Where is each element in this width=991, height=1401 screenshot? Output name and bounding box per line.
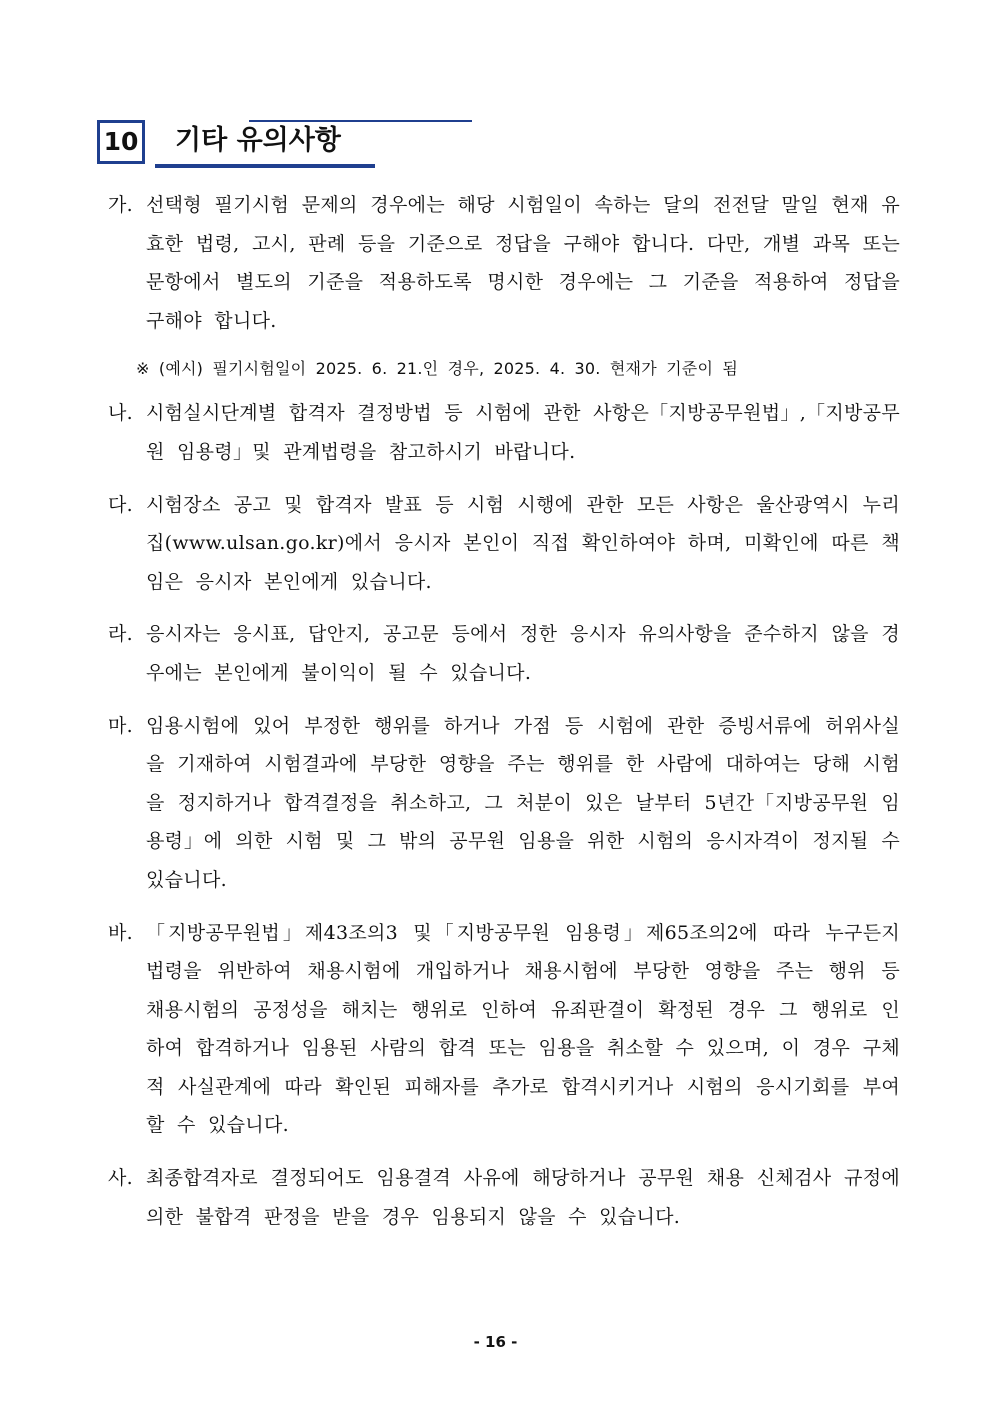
notice-item-ra <box>108 615 900 692</box>
page-number: - 16 - <box>473 1333 518 1351</box>
item-label: 라. <box>108 623 133 646</box>
section-title: 기타 유의사항 <box>175 125 341 156</box>
notice-item-ba <box>108 914 900 1146</box>
section-header <box>97 120 375 170</box>
item-text: 최종합격자로 결정되어도 임용결격 사유에 해당하거나 공무원 채용 신체검사 규정에 의한 불합격 판정을 받을 경우 임용되지 않을 수 있습니다. <box>146 1167 900 1228</box>
notice-item-sa <box>108 1159 900 1236</box>
item-text: 시험장소 공고 및 합격자 발표 등 시험 시행에 관한 모든 사항은 울산광역시 누리집(www.ulsan.go.kr)에서 응시자 본인이 직접 확인하여야 하며, 미확인에 따른 책임은 응시자 본인에게 있습니다. <box>146 493 900 593</box>
notice-item-ga <box>108 186 900 340</box>
notice-item-da <box>108 486 900 602</box>
item-label: 마. <box>108 714 133 737</box>
item-text: 시험실시단계별 합격자 결정방법 등 시험에 관한 사항은「지방공무원법」,「지방공무원 임용령」및 관계법령을 참고하시기 바랍니다. <box>146 402 900 463</box>
section-number-box: 10 <box>97 120 145 164</box>
section-title-underline <box>155 164 375 168</box>
example-note: ※ (예시) 필기시험일이 2025. 6. 21.인 경우, 2025. 4. 30. 현재가 기준이 됨 <box>136 359 739 379</box>
item-label: 다. <box>108 493 133 516</box>
item-text: 임용시험에 있어 부정한 행위를 하거나 가점 등 시험에 관한 증빙서류에 허위사실을 기재하여 시험결과에 부당한 영향을 주는 행위를 한 사람에 대하여는 당해 시험을 정지하거나 합격결정을 취소하고, 그 처분이 있은 날부터 5년간「지방공무원 임용령」에 의한 시험 및 그 밖의 공무원 임용을 위한 시험의 응시자격이 정지될 수 있습니다. <box>146 714 900 891</box>
item-text: 응시자는 응시표, 답안지, 공고문 등에서 정한 응시자 유의사항을 준수하지 않을 경우에는 본인에게 불이익이 될 수 있습니다. <box>146 623 900 684</box>
item-label: 사. <box>108 1167 133 1190</box>
notice-item-na <box>108 394 900 471</box>
item-label: 나. <box>108 402 133 425</box>
notice-list <box>108 186 900 1250</box>
item-text: 「지방공무원법」제43조의3 및「지방공무원 임용령」제65조의2에 따라 누구든지 법령을 위반하여 채용시험에 개입하거나 채용시험에 부당한 영향을 주는 행위 등 채용시험의 공정성을 해치는 행위로 인하여 유죄판결이 확정된 경우 그 행위로 인하여 합격하거나 임용된 사람의 합격 또는 임용을 취소할 수 있으며, 이 경우 구체적 사실관계에 따라 확인된 피해자를 추가로 합격시키거나 시험의 응시기회를 부여할 수 있습니다. <box>146 921 900 1137</box>
item-label: 바. <box>108 921 133 944</box>
notice-item-ma <box>108 707 900 900</box>
item-text: 선택형 필기시험 문제의 경우에는 해당 시험일이 속하는 달의 전전달 말일 현재 유효한 법령, 고시, 판례 등을 기준으로 정답을 구해야 합니다. 다만, 개별 과목 또는 문항에서 별도의 기준을 적용하도록 명시한 경우에는 그 기준을 적용하여 정답을 구해야 합니다. <box>146 194 900 332</box>
item-label: 가. <box>108 194 133 216</box>
